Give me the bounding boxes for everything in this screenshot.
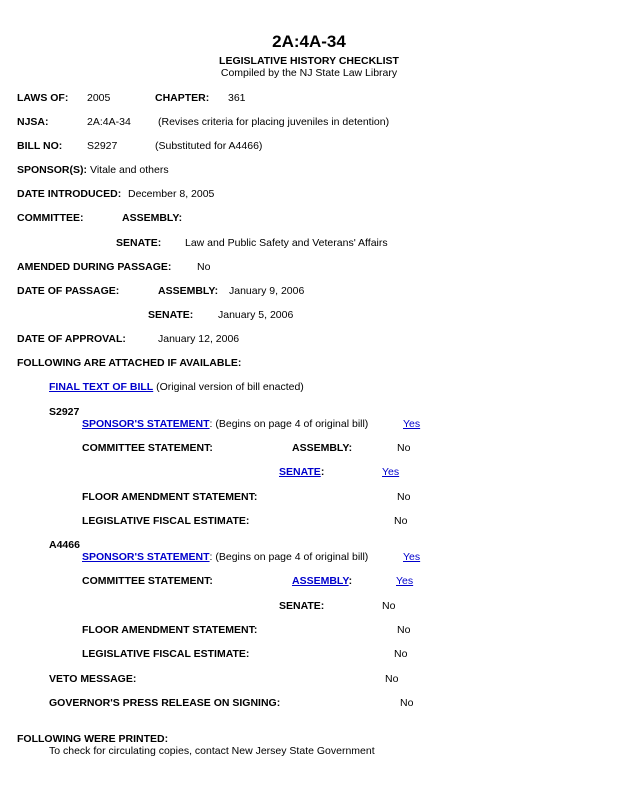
final-text-row <box>49 381 304 393</box>
chapter-label: CHAPTER: <box>155 92 210 104</box>
s2927-fiscal-label: LEGISLATIVE FISCAL ESTIMATE: <box>82 515 250 527</box>
press-release-value: No <box>400 697 414 709</box>
bill-no-note: (Substituted for A4466) <box>155 140 263 152</box>
a4466-assembly-yes-link[interactable]: Yes <box>396 575 414 587</box>
date-introduced-value: December 8, 2005 <box>128 188 215 200</box>
final-text-note: (Original version of bill enacted) <box>156 381 304 393</box>
s2927-sponsor-statement-link[interactable]: SPONSOR'S STATEMENT <box>82 418 210 430</box>
amended-label: AMENDED DURING PASSAGE: <box>17 261 172 273</box>
committee-assembly-label: ASSEMBLY: <box>122 212 183 224</box>
a4466-assembly-link[interactable]: ASSEMBLY <box>292 575 349 587</box>
passage-assembly-value: January 9, 2006 <box>229 285 305 297</box>
s2927-committee-label: COMMITTEE STATEMENT: <box>82 442 213 454</box>
a4466-floor-label: FLOOR AMENDMENT STATEMENT: <box>82 624 258 636</box>
s2927-senate-row <box>279 466 324 478</box>
s2927-assembly-value: No <box>397 442 411 454</box>
a4466-sponsor-note: : (Begins on page 4 of original bill) <box>209 551 369 563</box>
s2927-fiscal-value: No <box>394 515 408 527</box>
s2927-senate-link[interactable]: SENATE <box>279 466 321 478</box>
njsa-label: NJSA: <box>17 116 49 128</box>
veto-value: No <box>385 673 399 685</box>
a4466-fiscal-label: LEGISLATIVE FISCAL ESTIMATE: <box>82 648 250 660</box>
njsa-value: 2A:4A-34 <box>87 116 131 128</box>
a4466-committee-label: COMMITTEE STATEMENT: <box>82 575 213 587</box>
printed-note: To check for circulating copies, contact New Jersey State Government <box>49 745 375 757</box>
bill-no-value: S2927 <box>87 140 118 152</box>
s2927-assembly-label: ASSEMBLY: <box>292 442 353 454</box>
page-subtitle: LEGISLATIVE HISTORY CHECKLIST <box>219 55 399 67</box>
attached-heading: FOLLOWING ARE ATTACHED IF AVAILABLE: <box>17 357 242 369</box>
amended-value: No <box>197 261 211 273</box>
a4466-label: A4466 <box>49 539 80 551</box>
committee-senate-value: Law and Public Safety and Veterans' Affairs <box>185 237 388 249</box>
s2927-senate-colon: : <box>320 466 325 478</box>
sponsors-label: SPONSOR(S): <box>17 164 88 176</box>
passage-senate-value: January 5, 2006 <box>218 309 294 321</box>
approval-value: January 12, 2006 <box>158 333 240 345</box>
sponsors-value: Vitale and others <box>90 164 169 176</box>
laws-of-value: 2005 <box>87 92 111 104</box>
a4466-assembly-colon: : <box>348 575 353 587</box>
a4466-sponsor-row <box>82 551 368 563</box>
committee-senate-label: SENATE: <box>116 237 162 249</box>
passage-assembly-label: ASSEMBLY: <box>158 285 219 297</box>
s2927-floor-value: No <box>397 491 411 503</box>
s2927-sponsor-row <box>82 418 368 430</box>
committee-label: COMMITTEE: <box>17 212 84 224</box>
press-release-label: GOVERNOR'S PRESS RELEASE ON SIGNING: <box>49 697 281 709</box>
a4466-sponsor-yes-link[interactable]: Yes <box>403 551 421 563</box>
njsa-note: (Revises criteria for placing juveniles in detention) <box>158 116 390 128</box>
laws-of-label: LAWS OF: <box>17 92 69 104</box>
a4466-assembly-row <box>292 575 352 587</box>
s2927-floor-label: FLOOR AMENDMENT STATEMENT: <box>82 491 258 503</box>
printed-heading: FOLLOWING WERE PRINTED: <box>17 733 169 745</box>
passage-senate-label: SENATE: <box>148 309 194 321</box>
date-introduced-label: DATE INTRODUCED: <box>17 188 122 200</box>
chapter-value: 361 <box>228 92 246 104</box>
s2927-senate-yes-link[interactable]: Yes <box>382 466 400 478</box>
s2927-label: S2927 <box>49 406 80 418</box>
compiled-by: Compiled by the NJ State Law Library <box>220 67 398 79</box>
page-title: 2A:4A-34 <box>272 32 346 51</box>
a4466-senate-label: SENATE: <box>279 600 325 612</box>
bill-no-label: BILL NO: <box>17 140 63 152</box>
veto-label: VETO MESSAGE: <box>49 673 137 685</box>
a4466-fiscal-value: No <box>394 648 408 660</box>
s2927-sponsor-yes-link[interactable]: Yes <box>403 418 421 430</box>
a4466-floor-value: No <box>397 624 411 636</box>
passage-label: DATE OF PASSAGE: <box>17 285 120 297</box>
a4466-senate-value: No <box>382 600 396 612</box>
s2927-sponsor-note: : (Begins on page 4 of original bill) <box>209 418 369 430</box>
final-text-link[interactable]: FINAL TEXT OF BILL <box>49 381 154 393</box>
a4466-sponsor-statement-link[interactable]: SPONSOR'S STATEMENT <box>82 551 210 563</box>
approval-label: DATE OF APPROVAL: <box>17 333 126 345</box>
